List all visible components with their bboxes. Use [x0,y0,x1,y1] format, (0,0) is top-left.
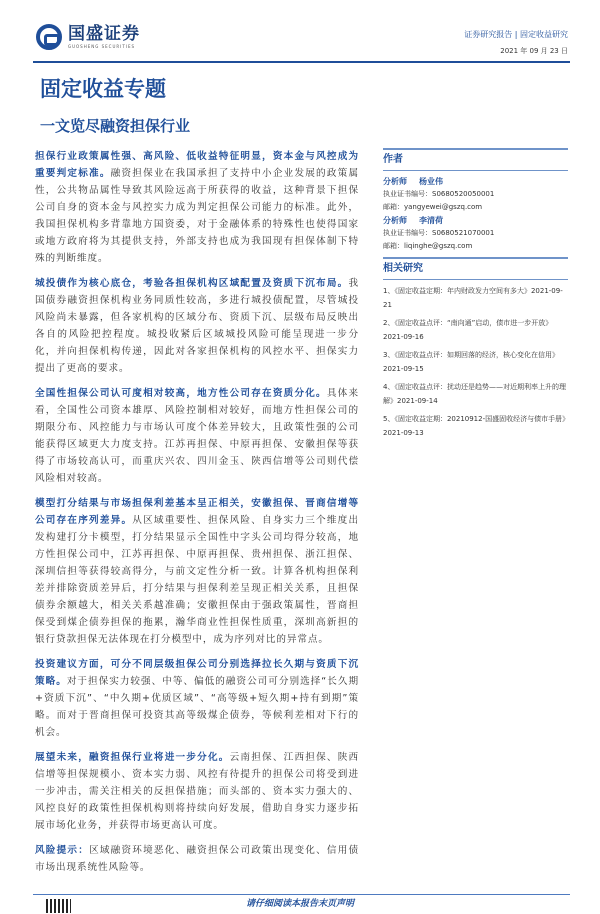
paragraph [35,749,359,834]
author-cert: 执业证书编号：S0680521070001 [383,229,495,237]
paragraph-lead: 担保行业政策属性强、高风险、低收益特征明显，资本金与风控成为重要判定标准。 [35,151,359,179]
paragraph-text: 从区域重要性、担保风险、自身实力三个维度出发构建打分卡模型，打分结果显示全国性中字头公司均得分较高，地方性担保公司中，江苏再担保、中原再担保、贵州担保、浙江担保、深圳信担等获得较高得分，与前文定性分析一致。计算各机构担保利差并排除资质差异后，打分结果与担保利差呈现正相关关系，且担保债券余额越大，相关关系越准确；安徽担保由于强政策属性，晋商担保受到煤企债券担保的拖累，瀚华商业性担保性质重，深圳高新担的银行贷款担保无法体现在打分模型中，成为序列对比的异常点。 [35,515,359,645]
paragraph-lead: 投资建议方面，可分不同层级担保公司分别选择拉长久期与资质下沉策略。 [35,659,359,687]
logo-english: GUOSHENG SECURITIES [68,44,136,49]
paragraph-text: 区域融资环境恶化、融资担保公司政策出现变化、信用债市场出现系统性风险等。 [35,845,360,873]
paragraph-lead: 风险提示： [35,845,90,856]
author-name: 杨业伟 [419,177,443,186]
paragraph [35,495,359,648]
paragraph [35,148,359,267]
author-email[interactable]: 邮箱：yangyewei@gszq.com [383,203,483,211]
header-divider [33,61,570,63]
paragraph-text: 云南担保、江西担保、陕西信增等担保规模小、资本实力弱、风控有待提升的担保公司将受到进一步冲击，需关注相关的反担保措施；而头部的、资本实力强大的、风控良好的政策性担保机构则将持续向好发展，借助自身实力逐步拓展市场化业务，并获得市场更高认可度。 [35,752,359,831]
paragraph [35,275,359,377]
footer-disclaimer: 请仔细阅读本报告末页声明 [245,899,354,909]
author-role: 分析师 [383,216,407,225]
page-header [0,0,600,148]
paragraph-text: 融资担保业在我国承担了支持中小企业发展的政策属性，公共物品属性导致其风险远高于所获得的收益，这种背景下担保公司自身的资本金与风控实力成为判定担保公司能力的标准。此外，我国担保机构多背靠地方国资委，对于金融体系的特殊性也使得国家或地方政府将为其提供支持，外部支持也成为我国现有担保体制下特殊的判断维度。 [35,168,359,264]
logo-icon [36,24,62,50]
report-type: 证券研究报告 | 固定收益研究 [464,30,568,39]
sidebar [383,148,568,444]
report-title: 固定收益专题 [40,76,166,101]
report-date: 2021 年 09 月 23 日 [500,47,568,55]
related-item[interactable]: 5、《固定收益定期：20210912-国盛固收经济与债市手册》2021-09-13 [383,415,566,437]
author-email[interactable]: 邮箱：liqinghe@gszq.com [383,242,473,250]
paragraph [35,385,359,487]
paragraph-lead: 全国性担保公司认可度相对较高，地方性公司存在资质分化。 [35,388,327,399]
author [383,175,568,214]
author-cert: 执业证书编号：S0680520050001 [383,190,495,198]
page-footer [0,894,600,914]
related-item[interactable]: 3、《固定收益点评：如期回落的经济，核心变化在信用》2021-09-15 [383,351,559,373]
logo-name: 国盛证券 [68,24,140,44]
related-item[interactable]: 4、《固定收益点评：扰动还是趋势——对近期利率上升的理解》2021-09-14 [383,383,566,405]
author-name: 李清荷 [419,216,443,225]
author [383,214,568,253]
paragraph [35,656,359,741]
authors-heading: 作者 [383,148,568,171]
paragraph-lead: 城投债作为核心底仓，考验各担保机构区域配置及资质下沉布局。 [35,278,349,289]
paragraph-text: 具体来看，全国性公司资本雄厚、风险控制相对较好，而地方性担保公司的期限分布、风控能力与市场认可度个体差异较大，且政策性强的公司能获得区域更大力度支持。江苏再担保、中原再担保、安徽担保等获得了市场较高认可，而重庆兴农、四川金玉、陕西信增等公司则代偿风险相对较高。 [35,388,359,484]
risk-warning [35,842,359,876]
related-item[interactable]: 1、《固定收益定期：年内财政发力空间有多大》2021-09-21 [383,287,563,309]
paragraph-text: 对于担保实力较强、中等、偏低的融资公司可分别选择“长久期+资质下沉”、“中久期+优质区域”、“高等级+短久期+持有到期”策略。而对于晋商担保可投资其高等级煤企债券，等候利差相对下行的机会。 [35,676,359,738]
author-role: 分析师 [383,177,407,186]
paragraph-lead: 展望未来，融资担保行业将进一步分化。 [35,752,230,763]
paragraph-lead: 模型打分结果与市场担保利差基本呈正相关，安徽担保、晋商信增等公司存在序列差异。 [35,498,359,526]
report-subtitle: 一文览尽融资担保行业 [40,117,191,135]
company-logo [36,24,140,50]
footer-divider [33,894,570,895]
related-item[interactable]: 2、《固定收益点评：“南向通”启动，债市进一步开放》2021-09-16 [383,319,553,341]
summary-body [35,148,359,884]
paragraph-text: 我国债券融资担保机构业务同质性较高，多进行城投债配置，尽管城投风险尚未暴露，但各家机构的区域分布、资质下沉、层级布局反映出各自的风险把控程度。城投收紧后区域城投风险可能呈现进一步分化，并向担保机构传递，因此对各家担保机构的风控水平、担保实力提出了更高的要求。 [35,278,359,374]
related-heading: 相关研究 [383,257,568,280]
